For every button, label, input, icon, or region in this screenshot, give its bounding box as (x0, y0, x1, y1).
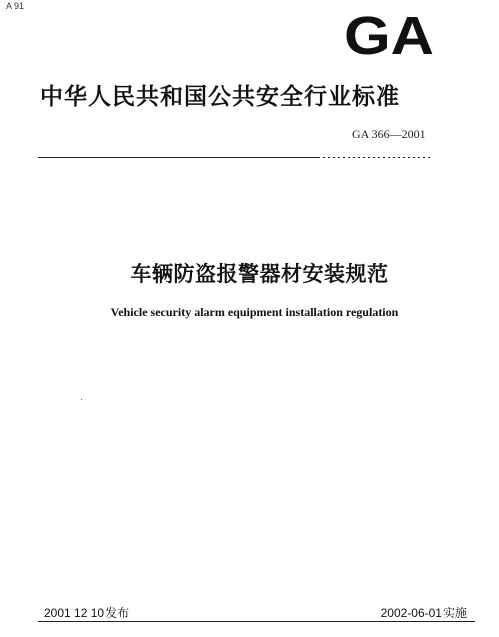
issue-date: 2001 12 10 (44, 606, 105, 620)
document-title-zh: 车辆防盗报警器材安装规范 (130, 262, 389, 286)
document-title-en: Vehicle security alarm equipment installation regulation (110, 305, 399, 319)
ga-logo-text: GA (344, 10, 434, 56)
organization-title: 中华人民共和国公共安全行业标准 (40, 84, 400, 110)
implement-label: 实施 (442, 606, 467, 620)
classification-code: A 91 (6, 1, 25, 11)
footer-divider (38, 621, 475, 622)
issue-label: 发布 (105, 606, 130, 620)
implement-date-line (381, 604, 467, 621)
header-divider-fade (320, 157, 431, 159)
scan-speck (81, 399, 82, 400)
ga-logo (343, 10, 435, 56)
standard-number: GA 366—2001 (352, 127, 426, 141)
issue-date-line (44, 604, 129, 621)
implement-date: 2002-06-01 (380, 606, 442, 620)
